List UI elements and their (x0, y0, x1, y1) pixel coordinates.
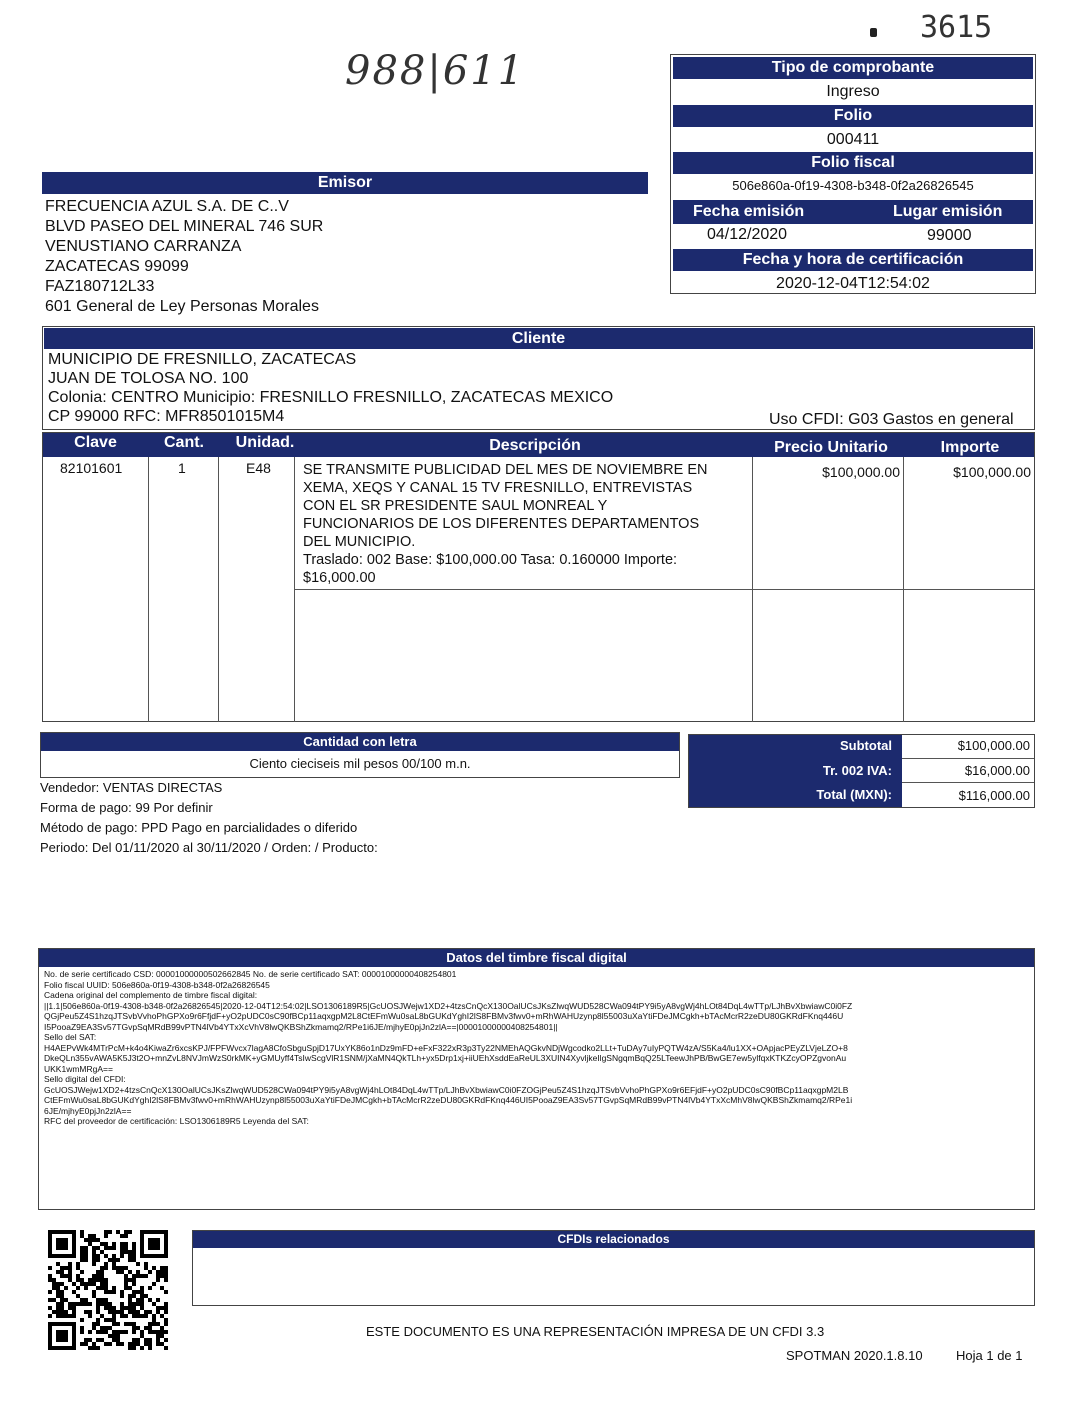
timbre-line: 6JE/mjhyE0pjJn2zlA== (44, 1105, 132, 1116)
forma-pago: Forma de pago: 99 Por definir (40, 800, 213, 815)
folio-fiscal-value: 506e860a-0f19-4308-b348-0f2a26826545 (732, 178, 974, 193)
timbre-line: Sello del SAT: (44, 1032, 97, 1042)
col-precio-header: Precio Unitario (774, 439, 888, 456)
row-precio: $100,000.00 (822, 464, 900, 480)
col-importe-header: Importe (940, 439, 1000, 456)
cfdis-label: CFDIs relacionados (193, 1231, 1034, 1248)
timbre-line: RFC del proveedor de certificación: LSO1306189R5 Leyenda del SAT: (44, 1116, 309, 1126)
col-unidad-header: Unidad. (235, 434, 295, 451)
col-descripcion-header: Descripción (489, 437, 581, 454)
tipo-value: Ingreso (826, 83, 880, 100)
desc-line: SE TRANSMITE PUBLICIDAD DEL MES DE NOVIEMBRE EN (303, 462, 708, 478)
tipo-label: Tipo de comprobante (673, 57, 1033, 79)
timbre-line: Cadena original del complemento de timbre fiscal digital: (44, 990, 258, 1000)
folio-value: 000411 (826, 131, 880, 148)
totales-values (902, 735, 1034, 807)
uso-cfdi: Uso CFDI: G03 Gastos en general (769, 411, 1014, 428)
row-importe: $100,000.00 (953, 464, 1031, 480)
handwritten-note: 988|611 (345, 48, 526, 94)
cliente-colonia: Colonia: CENTRO Municipio: FRESNILLO FRESNILLO, ZACATECAS MEXICO (48, 389, 614, 406)
cliente-block (48, 350, 613, 426)
row-unidad: E48 (246, 460, 271, 476)
timbre-block (44, 969, 1030, 1127)
handwritten-number: 3615 (920, 10, 993, 45)
desc-line: Traslado: 002 Base: $100,000.00 Tasa: 0.160000 Importe: (303, 552, 678, 568)
lugar-value: 99000 (927, 227, 972, 244)
timbre-line: Sello digital del CFDI: (44, 1074, 126, 1084)
totales-labels (689, 735, 902, 807)
row-divider (294, 589, 1034, 590)
row-descripcion (303, 461, 707, 587)
total-label: Total (MXN): (816, 787, 892, 802)
cantidad-letra-value: Ciento cieciseis mil pesos 00/100 m.n. (249, 756, 471, 771)
folio-label: Folio (673, 105, 1033, 127)
cliente-cp-rfc: CP 99000 RFC: MFR8501015M4 (48, 408, 285, 425)
desc-line: CON EL SR PRESIDENTE SAUL MONREAL Y (303, 498, 608, 514)
vendedor: Vendedor: VENTAS DIRECTAS (40, 780, 223, 795)
cliente-label: Cliente (44, 328, 1033, 349)
fecha-label: Fecha emisión (693, 203, 805, 220)
iva-value: $16,000.00 (964, 763, 1030, 778)
emisor-block (45, 197, 323, 317)
footer-version: SPOTMAN 2020.1.8.10 (786, 1348, 923, 1363)
footer-representacion: ESTE DOCUMENTO ES UNA REPRESENTACIÓN IMPRESA DE UN CFDI 3.3 (366, 1324, 825, 1339)
timbre-line: DkeQLn355vAWA5K5J3t2O+mnZvL8NVJmWzS0rkMK+yGMUyff4TsIwScgVlR1SNM/jXaMN4QkTLh+yx5Drp1xj+iiUEhXsddEaReUL3XUIN4XyvljkeIlgSNgqmBqQ25LTeewJhPB/BwGE7ew5ylfqxKTKZcyOPZgvonAu (44, 1053, 847, 1063)
desc-line: XEMA, XEQS Y CANAL 15 TV FRESNILLO, ENTREVISTAS (303, 480, 693, 496)
footer-hoja: Hoja 1 de 1 (956, 1348, 1023, 1363)
info-block (40, 778, 378, 858)
qr-code (48, 1230, 168, 1350)
col-divider (148, 457, 149, 722)
fecha-value: 04/12/2020 (707, 226, 788, 243)
iva-label: Tr. 002 IVA: (822, 763, 892, 778)
desc-line: $16,000.00 (303, 570, 376, 586)
emisor-ciudad: ZACATECAS 99099 (45, 258, 189, 275)
timbre-line: CtEFmWu0saL8bGUKdYghI2lS8FBMv3fwv0+mRhWAHUzynp8l55003uXaYtiFDeJMCgkh+bTAcMcrR2zeDU80GKRdFKnq446UI5PooaZ9EA3Sv57TGvpSqMRdB99vPTN4lVb4YTxXcMhV8lwQKBShZkmamq2/RPe1i (44, 1095, 853, 1105)
total-value: $116,000.00 (958, 788, 1030, 803)
subtotal-value: $100,000.00 (957, 738, 1030, 753)
row-cant: 1 (178, 460, 186, 476)
emisor-label: Emisor (42, 172, 648, 194)
timbre-line: H4AEPvWk4MTrPcM+k4o4KiwaZr6xcsKPJ/FPFWvcx7lagA8CfoSbguSpjD17UxYK86o1nDz9mFD+eFxF322xR3p3Ty22NMEhAQGkvNDjWgcodko2LLt+TuDAy7uIyPQTW4zA/S5Ka4/lu1XX+OApjacPEyZLVjeLZO+8 (44, 1042, 848, 1053)
cantidad-letra-label: Cantidad con letra (41, 733, 679, 751)
timbre-line: UKK1wmMRgA== (44, 1063, 113, 1074)
timbre-line: I5PooaZ9EA3Sv57TGvpSqMRdB99vPTN4lVb4YTxXcVhV8lwQKBShZkmamq2/RPe1i6JE/mjhyE0pjJn2zlA==|00001000000408254801|| (44, 1021, 558, 1032)
col-cant-header: Cant. (164, 434, 204, 451)
comprobante-box (670, 54, 1036, 294)
emisor-regimen: 601 General de Ley Personas Morales (45, 298, 319, 315)
emisor-nombre: FRECUENCIA AZUL S.A. DE C..V (45, 198, 289, 215)
emisor-colonia: VENUSTIANO CARRANZA (45, 238, 242, 255)
col-divider (218, 457, 219, 722)
handwritten-dot (870, 28, 877, 37)
subtotal-label: Subtotal (840, 738, 892, 753)
cliente-nombre: MUNICIPIO DE FRESNILLO, ZACATECAS (48, 351, 357, 368)
timbre-line: No. de serie certificado CSD: 00001000000502662845 No. de serie certificado SAT: 00001000000408254801 (44, 969, 457, 979)
emisor-calle: BLVD PASEO DEL MINERAL 746 SUR (45, 218, 324, 235)
timbre-line: Folio fiscal UUID: 506e860a-0f19-4308-b348-0f2a26826545 (44, 979, 270, 990)
cert-value: 2020-12-04T12:54:02 (776, 275, 930, 292)
metodo-pago: Método de pago: PPD Pago en parcialidades o diferido (40, 820, 358, 835)
timbre-line: ||1.1|506e860a-0f19-4308-b348-0f2a26826545|2020-12-04T12:54:02|LSO1306189R5|GcUOSJWejw1XD2+4tzsCnQcX130OalUCsJKsZlwqWUD528CWa094tPY9i5yA8vgWj4hLOt84DqL4wTTp/LJhBvXbwiawC0i0FZ (44, 1000, 853, 1011)
row-clave: 82101601 (60, 460, 123, 476)
timbre-label: Datos del timbre fiscal digital (39, 949, 1034, 967)
col-clave-header: Clave (74, 434, 117, 451)
desc-line: FUNCIONARIOS DE LOS DIFERENTES DEPARTAMENTOS (303, 516, 700, 532)
emisor-rfc: FAZ180712L33 (45, 278, 155, 295)
folio-fiscal-label: Folio fiscal (673, 152, 1033, 174)
timbre-line: QGjPeu5Z4S1hzqJTSvbVvhoPhGPXo9r6FfjdF+yO2pUDC0sC90fBCp11aqxgpM2L8CtEFmWu0saL8bGUKdYghI2lS8FBMv3fwv0+mRhWAHUzynp8l55003uXaYtiFDeJMCgkh+bTAcMcrR2zeDU80GKRdFKnq446U (44, 1011, 844, 1021)
timbre-line: GcUOSJWejw1XD2+4tzsCnQcX130OalUCsJKsZlwqWUD528CWa094tPY9i5yA8vgWj4hLOt84DqL4wTTp/LJhBvXbwiawC0i0FZOGjPeu5Z4S1hzqJTSvbVvhoPhGPXo9r6EFjdF+yO2pUDC0sC90fBCp11aqxgpM2LB (44, 1084, 849, 1095)
cliente-calle: JUAN DE TOLOSA NO. 100 (48, 370, 249, 387)
lugar-label: Lugar emisión (893, 203, 1003, 220)
desc-line: DEL MUNICIPIO. (303, 534, 416, 550)
periodo: Periodo: Del 01/11/2020 al 30/11/2020 / Orden: / Producto: (40, 840, 378, 855)
cert-label: Fecha y hora de certificación (673, 249, 1033, 271)
